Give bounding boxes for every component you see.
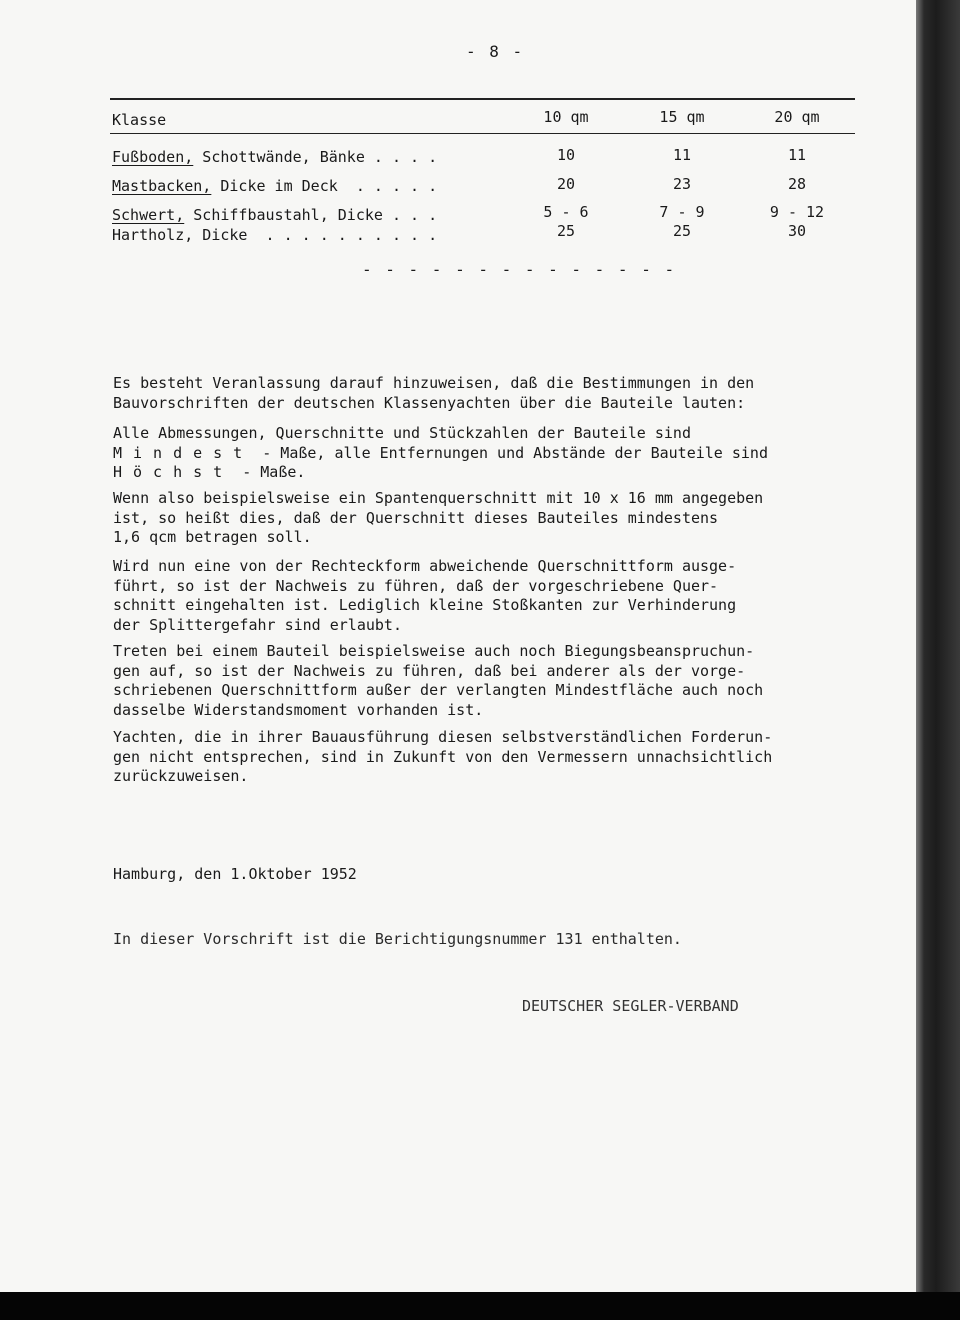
table-row-label: Fußboden, Schottwände, Bänke . . . . — [112, 148, 438, 166]
table-cell: 9 - 12 — [769, 203, 825, 221]
place-date: Hamburg, den 1.Oktober 1952 — [113, 865, 357, 883]
signature-organization: DEUTSCHER SEGLER-VERBAND — [522, 997, 739, 1015]
table-cell: 20 — [556, 175, 576, 193]
scan-page-edge — [916, 0, 960, 1320]
paragraph-cross-section: Wird nun eine von der Rechteckform abweichende Querschnittform ausge- führt, so ist der Nachweis zu führen, daß der vorgeschriebene Quer- schnitt eingehalten ist. Lediglich kleine Stoßkanten zur Verhinderung der Splittergefahr sind erlaubt. — [113, 557, 737, 634]
table-header-label: Klasse — [112, 111, 167, 129]
table-top-rule — [110, 98, 855, 100]
column-header-15qm: 15 qm — [659, 108, 705, 126]
page-number: - 8 - — [466, 42, 525, 61]
table-cell: 7 - 9 — [659, 203, 705, 221]
table-cell: 25 — [556, 222, 576, 240]
table-cell: 30 — [787, 222, 807, 240]
paragraph-rejection: Yachten, die in ihrer Bauausführung diesen selbstverständlichen Forderun- gen nicht entsprechen, sind in Zukunft von den Vermessern unnachsichtlich zurückzuweisen. — [113, 728, 773, 785]
paragraph-bending: Treten bei einem Bauteil beispielsweise auch noch Biegungsbeanspruchun- gen auf, so ist der Nachweis zu führen, daß bei anderer als der vorge- schriebenen Querschnittform außer der verlangten Mindestfläche auch noch dasselbe Widerstandsmoment vorhanden ist. — [113, 642, 764, 719]
table-row-label: Hartholz, Dicke . . . . . . . . . . — [112, 226, 438, 244]
paragraph-dimensions: Alle Abmessungen, Querschnitte und Stückzahlen der Bauteile sind Mindest - Maße, alle Entfernungen und Abstände der Bauteile sind Höchst - Maße. — [113, 424, 768, 481]
table-cell: 28 — [787, 175, 807, 193]
table-cell: 11 — [787, 146, 807, 164]
paragraph-example: Wenn also beispielsweise ein Spantenquerschnitt mit 10 x 16 mm angegeben ist, so heißt dies, daß der Querschnitt dieses Bauteiles mindestens 1,6 qcm betragen soll. — [113, 489, 764, 546]
table-cell: 11 — [672, 146, 692, 164]
table-cell: 10 — [556, 146, 576, 164]
correction-note: In dieser Vorschrift ist die Berichtigungsnummer 131 enthalten. — [113, 930, 682, 948]
table-cell: 23 — [672, 175, 692, 193]
column-header-10qm: 10 qm — [543, 108, 589, 126]
column-header-20qm: 20 qm — [774, 108, 820, 126]
table-row-label: Schwert, Schiffbaustahl, Dicke . . . — [112, 206, 438, 224]
paragraph-notice: Es besteht Veranlassung darauf hinzuweisen, daß die Bestimmungen in den Bauvorschriften der deutschen Klassenyachten über die Bauteile lauten: — [113, 374, 755, 412]
scan-bottom-border — [0, 1292, 960, 1320]
table-row-label: Mastbacken, Dicke im Deck . . . . . — [112, 177, 438, 195]
table-cell: 5 - 6 — [543, 203, 589, 221]
dashed-separator: - - - - - - - - - - - - - - — [362, 260, 677, 279]
table-cell: 25 — [672, 222, 692, 240]
table-header-rule — [110, 133, 855, 134]
